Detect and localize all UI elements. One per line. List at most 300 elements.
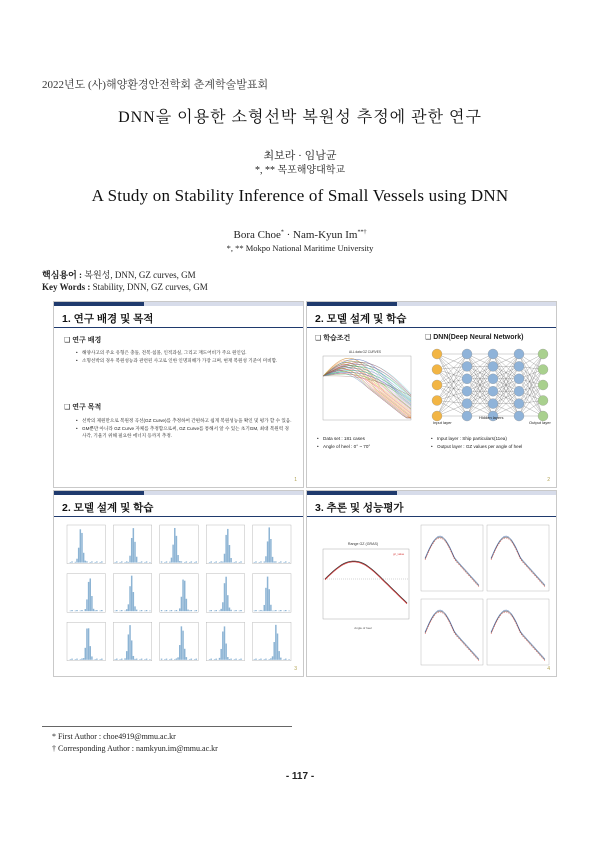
histogram-bar bbox=[88, 582, 89, 611]
histogram-bar bbox=[264, 605, 265, 611]
histogram-bar bbox=[270, 605, 271, 611]
histogram-bar bbox=[194, 562, 195, 563]
histogram-bar bbox=[215, 659, 216, 660]
histogram-bar bbox=[149, 611, 150, 612]
histogram-bar bbox=[139, 611, 140, 612]
histogram-bar bbox=[133, 592, 134, 611]
histogram-bar bbox=[182, 580, 183, 612]
histogram-bar bbox=[166, 561, 167, 562]
histogram-bar bbox=[235, 610, 236, 611]
histogram-bar bbox=[187, 610, 188, 612]
histogram-panel bbox=[160, 574, 198, 613]
author-1-mark: * bbox=[280, 229, 284, 236]
histogram-bar bbox=[222, 562, 223, 563]
nn-node bbox=[514, 349, 524, 359]
nn-node bbox=[432, 349, 442, 359]
histogram-bar bbox=[99, 611, 100, 612]
histogram-bar bbox=[177, 555, 178, 563]
slide-1 bbox=[53, 301, 304, 488]
histogram-bar bbox=[283, 562, 284, 563]
histogram-bar bbox=[230, 659, 231, 660]
author-2-mark: **† bbox=[357, 229, 367, 236]
slide-title: 2. 모델 설계 및 학습 bbox=[315, 313, 407, 325]
histogram-panel bbox=[67, 622, 105, 661]
keywords-english-text: Stability, DNN, GZ curves, GM bbox=[92, 282, 208, 292]
histogram-bar bbox=[225, 644, 226, 660]
histogram-bar bbox=[96, 561, 97, 562]
histogram-bar bbox=[101, 659, 102, 660]
histogram-bar bbox=[259, 611, 260, 612]
histogram-bar bbox=[265, 556, 266, 562]
histogram-panel bbox=[253, 574, 291, 613]
nn-node bbox=[538, 380, 548, 390]
histogram-bar bbox=[93, 609, 94, 611]
histogram-panel bbox=[67, 525, 105, 564]
gz-comparison-charts bbox=[419, 523, 553, 669]
histogram-bar bbox=[141, 659, 142, 660]
authors-korean-text: 최보라 · 임남균 bbox=[263, 150, 337, 162]
histogram-bar bbox=[277, 634, 278, 660]
histogram-bar bbox=[272, 611, 273, 612]
histogram-bar bbox=[186, 657, 187, 660]
histogram-bar bbox=[124, 611, 125, 612]
histogram-bar bbox=[141, 610, 142, 611]
histogram-bar bbox=[81, 533, 82, 563]
histogram-bar bbox=[194, 611, 195, 612]
histogram-bar bbox=[114, 659, 115, 660]
section-purpose: ❑ 연구 목적 bbox=[64, 404, 102, 411]
histogram-bar bbox=[211, 561, 212, 562]
nn-node bbox=[432, 396, 442, 406]
slide-title: 2. 모델 설계 및 학습 bbox=[62, 502, 154, 514]
histogram-bar bbox=[235, 561, 236, 562]
slide-page-number: 3 bbox=[294, 666, 297, 672]
histogram-bar bbox=[275, 561, 276, 562]
histogram-bar bbox=[215, 561, 216, 562]
histogram-bar bbox=[181, 597, 182, 611]
histogram-bar bbox=[171, 659, 172, 660]
histogram-panel bbox=[160, 525, 198, 564]
histogram-bar bbox=[209, 659, 210, 660]
layer-list bbox=[431, 435, 556, 450]
histogram-bar bbox=[131, 576, 132, 612]
nn-node bbox=[462, 386, 472, 396]
affiliation-korean: *, ** 목포해양대학교 bbox=[254, 165, 346, 176]
histogram-bar bbox=[171, 558, 172, 563]
histogram-bar bbox=[129, 625, 130, 660]
histogram-bar bbox=[131, 538, 132, 563]
histogram-bar bbox=[189, 659, 190, 660]
histogram-bar bbox=[225, 577, 226, 611]
purpose-list bbox=[76, 417, 292, 440]
histogram-bar bbox=[265, 588, 266, 611]
nn-node bbox=[462, 411, 472, 421]
histogram-bar bbox=[262, 611, 263, 612]
histogram-bar bbox=[273, 561, 274, 562]
list-item: • Output layer : GZ values per angle of heel bbox=[431, 443, 556, 451]
histogram-bar bbox=[129, 586, 130, 611]
histogram-bar bbox=[230, 558, 231, 563]
histogram-bar bbox=[227, 657, 228, 660]
footnote-divider bbox=[42, 726, 292, 727]
output-layer-label: Output layer bbox=[529, 420, 551, 425]
histogram-bar bbox=[268, 659, 269, 660]
histogram-bar bbox=[171, 610, 172, 611]
histogram-bar bbox=[272, 656, 273, 659]
nn-node bbox=[538, 396, 548, 406]
histogram-bar bbox=[174, 659, 175, 660]
histogram-bar bbox=[273, 642, 274, 660]
histogram-bar bbox=[227, 595, 228, 611]
histogram-bar bbox=[90, 578, 91, 611]
histogram-bar bbox=[78, 548, 79, 563]
slide-2 bbox=[306, 301, 557, 488]
histogram-bar bbox=[86, 599, 87, 611]
histogram-bar bbox=[219, 611, 220, 612]
histogram-bar bbox=[131, 640, 132, 659]
histogram-bar bbox=[169, 659, 170, 660]
histogram-bar bbox=[270, 539, 271, 563]
nn-node bbox=[462, 374, 472, 384]
histogram-bar bbox=[134, 606, 135, 611]
histogram-bar bbox=[278, 651, 279, 660]
histogram-bar bbox=[101, 561, 102, 562]
histogram-bar bbox=[71, 561, 72, 562]
nn-node bbox=[488, 349, 498, 359]
histogram-bar bbox=[268, 589, 269, 611]
affiliation-english: *, ** Mokpo National Maritime University bbox=[226, 243, 374, 253]
histogram-bar bbox=[239, 562, 240, 563]
background-list bbox=[76, 349, 292, 364]
histogram-bar bbox=[211, 659, 212, 660]
histogram-bar bbox=[116, 561, 117, 562]
histogram-bar bbox=[81, 658, 82, 659]
histogram-bar bbox=[139, 659, 140, 660]
slide-page-number: 4 bbox=[547, 666, 550, 672]
histogram-bar bbox=[176, 658, 177, 659]
histogram-bar bbox=[272, 557, 273, 563]
nn-node bbox=[514, 399, 524, 409]
nn-node bbox=[462, 361, 472, 371]
histogram-bar bbox=[75, 562, 76, 563]
histogram-bar bbox=[136, 659, 137, 660]
x-axis-label: Angle of heel bbox=[354, 626, 372, 630]
histogram-bar bbox=[214, 611, 215, 612]
histogram-bar bbox=[149, 562, 150, 563]
gz-curves-figure bbox=[315, 346, 415, 428]
histogram-bar bbox=[91, 656, 92, 659]
section-dnn: ❑ DNN(Deep Neural Network) bbox=[425, 334, 524, 341]
histogram-bar bbox=[164, 659, 165, 660]
keywords-korean-label: 핵심용어 : bbox=[42, 270, 83, 280]
histogram-bar bbox=[264, 659, 265, 660]
histogram-bar bbox=[222, 632, 223, 660]
histogram-bar bbox=[267, 577, 268, 612]
histogram-bar bbox=[99, 659, 100, 660]
nn-node bbox=[538, 365, 548, 375]
histogram-panel bbox=[113, 622, 151, 661]
histogram-bar bbox=[255, 610, 256, 611]
histogram-bar bbox=[181, 561, 182, 562]
histogram-bar bbox=[134, 542, 135, 563]
histogram-bar bbox=[255, 561, 256, 562]
histogram-bar bbox=[239, 611, 240, 612]
histogram-bar bbox=[94, 659, 95, 660]
histogram-bar bbox=[83, 658, 84, 660]
histogram-bar bbox=[161, 659, 162, 660]
list-item: • Angle of heel : 0° ~ 70° bbox=[317, 443, 427, 451]
histogram-bar bbox=[220, 561, 221, 562]
histogram-bar bbox=[136, 610, 137, 612]
histogram-bar bbox=[164, 611, 165, 612]
histogram-bar bbox=[254, 562, 255, 563]
histogram-bar bbox=[270, 658, 271, 659]
histogram-bar bbox=[114, 562, 115, 563]
histogram-bar bbox=[169, 611, 170, 612]
histogram-bar bbox=[90, 562, 91, 563]
histogram-bar bbox=[234, 611, 235, 612]
histogram-bar bbox=[280, 561, 281, 562]
histogram-bar bbox=[174, 528, 175, 563]
histogram-bar bbox=[196, 561, 197, 562]
histogram-bar bbox=[128, 562, 129, 563]
histogram-bar bbox=[126, 561, 127, 562]
histogram-bar bbox=[275, 625, 276, 660]
nn-node bbox=[514, 411, 524, 421]
nn-node bbox=[432, 365, 442, 375]
keywords-korean bbox=[42, 268, 196, 281]
histogram-bar bbox=[70, 659, 71, 660]
histogram-bar bbox=[278, 562, 279, 563]
histogram-bar bbox=[214, 562, 215, 563]
histogram-bar bbox=[254, 659, 255, 660]
histogram-bar bbox=[128, 604, 129, 611]
histogram-bar bbox=[129, 556, 130, 563]
list-item: • 해양사고의 주요 유형은 충돌, 전복·침몰, 인적과실, 그리고 재도어비가 주요 원인임. bbox=[76, 349, 292, 357]
histogram-bar bbox=[124, 562, 125, 563]
histogram-bar bbox=[71, 659, 72, 660]
histogram-bar bbox=[81, 610, 82, 611]
nn-node bbox=[514, 361, 524, 371]
histogram-bar bbox=[126, 609, 127, 611]
histogram-bar bbox=[71, 610, 72, 611]
histogram-bar bbox=[189, 611, 190, 612]
histogram-bar bbox=[88, 628, 89, 660]
nn-node bbox=[514, 386, 524, 396]
histogram-bar bbox=[209, 562, 210, 563]
histogram-bar bbox=[229, 545, 230, 563]
histogram-bar bbox=[70, 611, 71, 612]
histogram-bar bbox=[146, 610, 147, 611]
histogram-bar bbox=[144, 611, 145, 612]
histogram-bar bbox=[285, 659, 286, 660]
histogram-bar bbox=[196, 659, 197, 660]
histogram-bar bbox=[101, 610, 102, 611]
histogram-panel bbox=[253, 622, 291, 661]
histogram-bar bbox=[227, 529, 228, 563]
authors-english bbox=[0, 229, 600, 241]
histogram-bar bbox=[136, 557, 137, 563]
histogram-bar bbox=[260, 610, 261, 611]
histogram-bar bbox=[273, 611, 274, 612]
histogram-bar bbox=[259, 659, 260, 660]
gz-prediction-chart bbox=[313, 539, 413, 631]
histogram-bar bbox=[219, 562, 220, 563]
histogram-bar bbox=[288, 611, 289, 612]
histogram-bar bbox=[116, 659, 117, 660]
histogram-bar bbox=[184, 562, 185, 563]
histogram-grid bbox=[64, 523, 296, 669]
histogram-bar bbox=[215, 610, 216, 611]
histogram-bar bbox=[80, 611, 81, 612]
training-list bbox=[317, 435, 427, 450]
histogram-bar bbox=[144, 562, 145, 563]
list-item: • 소형선박의 경우 복원성능과 관련된 사고로 인한 인명피해가 가장 크며, 현재 복원성 기준이 미비함. bbox=[76, 357, 292, 365]
histogram-bar bbox=[224, 626, 225, 659]
slide-page-number: 2 bbox=[547, 477, 550, 483]
histogram-bar bbox=[230, 610, 231, 611]
histogram-bar bbox=[121, 610, 122, 611]
histogram-bar bbox=[224, 583, 225, 611]
histogram-bar bbox=[126, 651, 127, 660]
histogram-bar bbox=[119, 562, 120, 563]
gz-series-line bbox=[325, 562, 407, 604]
histogram-bar bbox=[70, 562, 71, 563]
histogram-bar bbox=[174, 611, 175, 612]
histogram-bar bbox=[121, 659, 122, 660]
histogram-bar bbox=[259, 562, 260, 563]
histogram-bar bbox=[124, 658, 125, 659]
histogram-bar bbox=[179, 608, 180, 611]
histogram-bar bbox=[278, 611, 279, 612]
histogram-bar bbox=[285, 610, 286, 611]
histogram-bar bbox=[225, 535, 226, 563]
histogram-bar bbox=[172, 545, 173, 563]
histogram-bar bbox=[76, 659, 77, 660]
histogram-bar bbox=[267, 541, 268, 562]
histogram-bar bbox=[229, 608, 230, 612]
histogram-bar bbox=[220, 609, 221, 611]
page-number: - 117 - bbox=[285, 771, 315, 782]
histogram-bar bbox=[186, 561, 187, 562]
histogram-bar bbox=[76, 559, 77, 563]
histogram-bar bbox=[119, 659, 120, 660]
slide-3 bbox=[53, 490, 304, 677]
histogram-bar bbox=[169, 562, 170, 563]
slide-title: 1. 연구 배경 및 목적 bbox=[62, 313, 154, 325]
histogram-bar bbox=[288, 659, 289, 660]
nn-node bbox=[538, 349, 548, 359]
footnote-corresponding-author: † Corresponding Author : namkyun.im@mmu.ac.kr bbox=[52, 744, 218, 753]
histogram-bar bbox=[196, 610, 197, 611]
histogram-bar bbox=[181, 626, 182, 659]
histogram-bar bbox=[166, 610, 167, 611]
histogram-bar bbox=[189, 562, 190, 563]
histogram-bar bbox=[94, 562, 95, 563]
histogram-bar bbox=[133, 528, 134, 562]
histogram-bar bbox=[240, 610, 241, 611]
histogram-bar bbox=[186, 599, 187, 611]
author-1: Bora Choe bbox=[233, 229, 281, 241]
histogram-bar bbox=[288, 562, 289, 563]
histogram-bar bbox=[285, 561, 286, 562]
histogram-bar bbox=[90, 646, 91, 660]
histogram-bar bbox=[75, 611, 76, 612]
histogram-bar bbox=[264, 562, 265, 563]
keywords-english-label: Key Words : bbox=[42, 282, 91, 292]
histogram-bar bbox=[128, 634, 129, 659]
histogram-bar bbox=[214, 659, 215, 660]
histogram-bar bbox=[75, 659, 76, 660]
list-item: • 선박의 제원만으로 복원정 곡선(GZ Curve)를 추정하여 간편하고 쉽게 복원성능을 확인 및 평가 할 수 있음. bbox=[76, 417, 292, 425]
histogram-bar bbox=[121, 561, 122, 562]
paper-title-korean: DNN을 이용한 소형선박 복원성 추정에 관한 연구 bbox=[118, 109, 482, 126]
histogram-bar bbox=[177, 657, 178, 659]
histogram-bar bbox=[85, 648, 86, 660]
histogram-bar bbox=[268, 527, 269, 562]
histogram-bar bbox=[85, 609, 86, 611]
histogram-bar bbox=[80, 659, 81, 660]
histogram-bar bbox=[260, 561, 261, 562]
histogram-bar bbox=[280, 610, 281, 611]
histogram-bar bbox=[265, 659, 266, 660]
histogram-bar bbox=[184, 581, 185, 612]
conference-name: 2022년도 (사)해양환경안전학회 춘계학술발표회 bbox=[42, 79, 269, 91]
histogram-bar bbox=[220, 649, 221, 660]
section-training-conditions: ❑ 학습조건 bbox=[315, 335, 351, 342]
histogram-bar bbox=[254, 611, 255, 612]
histogram-bar bbox=[99, 562, 100, 563]
histogram-bar bbox=[83, 553, 84, 563]
histogram-bar bbox=[176, 610, 177, 611]
legend-entry-value: gz_value bbox=[393, 552, 405, 556]
nn-node bbox=[514, 374, 524, 384]
histogram-bar bbox=[240, 659, 241, 660]
histogram-panel bbox=[67, 574, 105, 613]
histogram-bar bbox=[86, 629, 87, 660]
nn-node bbox=[462, 349, 472, 359]
nn-node bbox=[488, 386, 498, 396]
histogram-bar bbox=[146, 659, 147, 660]
input-layer-label: Input layer bbox=[433, 420, 452, 425]
histogram-bar bbox=[176, 536, 177, 563]
histogram-bar bbox=[114, 611, 115, 612]
paper-title-english: A Study on Stability Inference of Small Vessels using DNN bbox=[91, 186, 509, 205]
hidden-layers-label: Hidden layers bbox=[479, 415, 504, 420]
histogram-bar bbox=[191, 561, 192, 562]
histogram-bar bbox=[229, 659, 230, 660]
section-background: ❑ 연구 배경 bbox=[64, 337, 102, 344]
histogram-bar bbox=[139, 562, 140, 563]
histogram-bar bbox=[182, 631, 183, 660]
histogram-bar bbox=[219, 658, 220, 660]
list-item: • Input layer : Ship particulars(11ea) bbox=[431, 435, 556, 443]
histogram-bar bbox=[239, 659, 240, 660]
histogram-bar bbox=[194, 659, 195, 660]
histogram-bar bbox=[96, 610, 97, 611]
gz-prediction-chart-title: Range GZ (GRAS) bbox=[347, 542, 379, 546]
histogram-bar bbox=[283, 659, 284, 660]
histogram-panel bbox=[253, 525, 291, 564]
histogram-bar bbox=[161, 561, 162, 562]
histogram-bar bbox=[146, 561, 147, 562]
histogram-bar bbox=[283, 611, 284, 612]
plot-frame bbox=[323, 549, 409, 619]
list-item: • Data set : 181 cases bbox=[317, 435, 427, 443]
histogram-bar bbox=[134, 659, 135, 660]
histogram-bar bbox=[234, 659, 235, 660]
gz-curves-figure-title: ALL data GZ CURVES bbox=[348, 350, 382, 354]
